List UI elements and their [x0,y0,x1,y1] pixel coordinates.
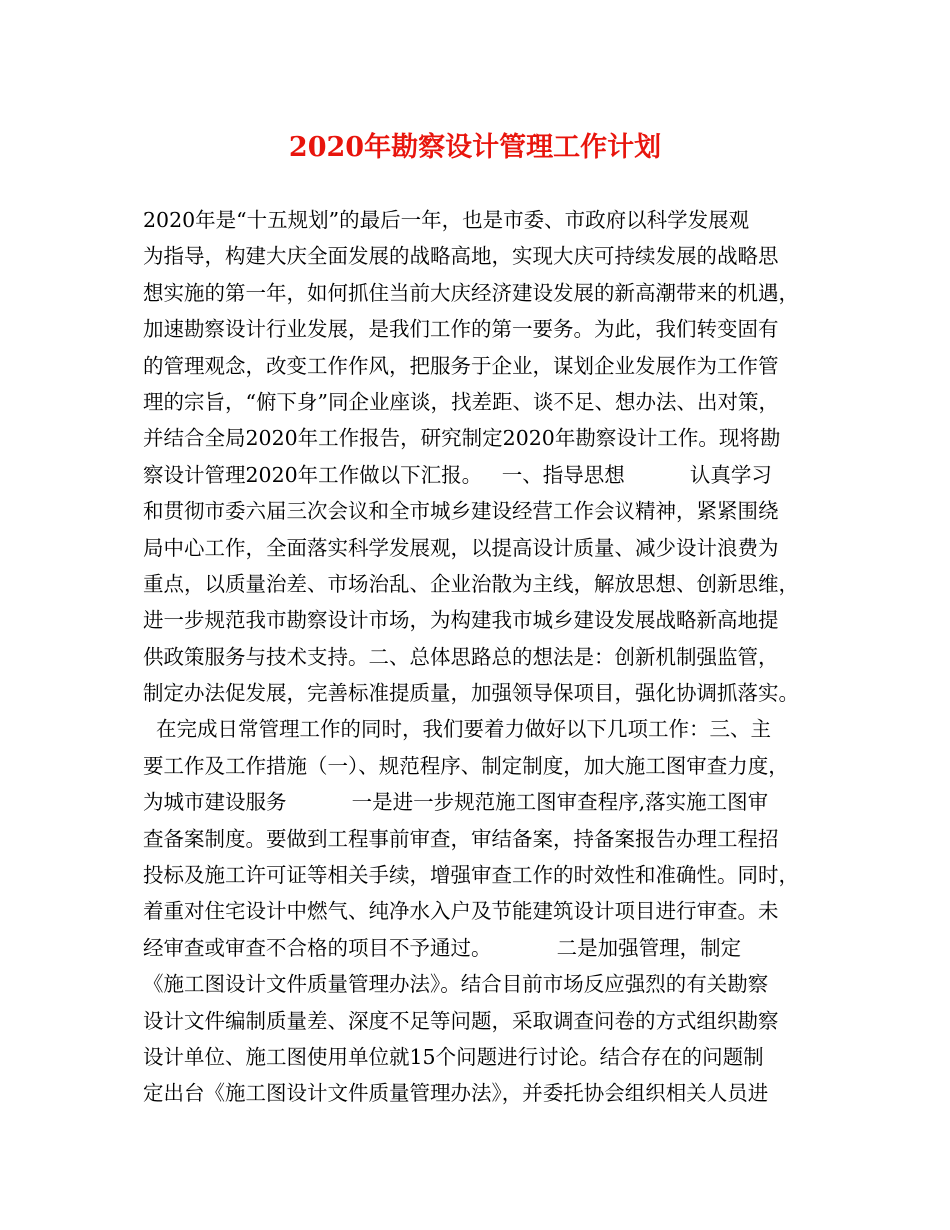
body-text-line: 2020年是“十五规划”的最后一年，也是市委、市政府以科学发展观 [143,208,750,232]
body-text-line: 要工作及工作措施（一）、规范程序、制定制度，加大施工图审查力度， [143,753,789,778]
body-text-line: 查备案制度。要做到工程事前审查，审结备案，持备案报告办理工程招 [143,826,779,851]
document-title: 2020年勘察设计管理工作计划 [288,132,662,163]
body-text-line: 着重对住宅设计中燃气、纯净水入户及节能建筑设计项目进行审查。未 [143,899,779,924]
body-text-line: 投标及施工许可证等相关手续，增强审查工作的时效性和准确性。同时， [143,863,799,888]
body-text-line: 为城市建设服务 一是进一步规范施工图审查程序,落实施工图审 [143,790,769,815]
body-text-line: 想实施的第一年，如何抓住当前大庆经济建设发展的新高潮带来的机遇， [143,280,799,305]
body-text-line: 的管理观念，改变工作作风，把服务于企业，谋划企业发展作为工作管 [143,353,779,378]
body-text-line: 理的宗旨，“俯下身”同企业座谈，找差距、谈不足、想办法、出对策， [143,389,779,414]
body-text-line: 局中心工作，全面落实科学发展观，以提高设计质量、减少设计浪费为 [143,535,779,560]
body-text-line: 为指导，构建大庆全面发展的战略高地，实现大庆可持续发展的战略思 [143,244,779,269]
body-text-line: 设计文件编制质量差、深度不足等问题，采取调查问卷的方式组织勘察 [143,1008,779,1033]
body-text-line: 重点，以质量治差、市场治乱、企业治散为主线，解放思想、创新思维， [143,571,799,596]
body-text-line: 和贯彻市委六届三次会议和全市城乡建设经营工作会议精神，紧紧围绕 [143,499,779,524]
body-text-line: 定出台《施工图设计文件质量管理办法》，并委托协会组织相关人员进 [143,1081,769,1106]
body-text-line: 制定办法促发展，完善标准提质量，加强领导保项目，强化协调抓落实。 [143,681,799,706]
body-text-line: 设计单位、施工图使用单位就15个问题进行讨论。结合存在的问题制 [143,1044,764,1069]
body-text-line: 供政策服务与技术支持。二、总体思路总的想法是：创新机制强监管， [143,644,779,669]
document-body [143,202,833,1112]
body-text-line: 察设计管理2020年工作做以下汇报。 一、指导思想 认真学习 [143,462,772,487]
body-text-line: 《施工图设计文件质量管理办法》。结合目前市场反应强烈的有关勘察 [143,972,769,997]
body-text-line: 在完成日常管理工作的同时，我们要着力做好以下几项工作：三、主 [143,717,772,742]
body-text-line: 并结合全局2020年工作报告，研究制定2020年勘察设计工作。现将勘 [143,426,781,451]
body-text-line: 进一步规范我市勘察设计市场，为构建我市城乡建设发展战略新高地提 [143,608,779,633]
body-text-line: 加速勘察设计行业发展，是我们工作的第一要务。为此，我们转变固有 [143,317,779,342]
body-text-line: 经审查或审查不合格的项目不予通过。 二是加强管理，制定 [143,935,742,960]
